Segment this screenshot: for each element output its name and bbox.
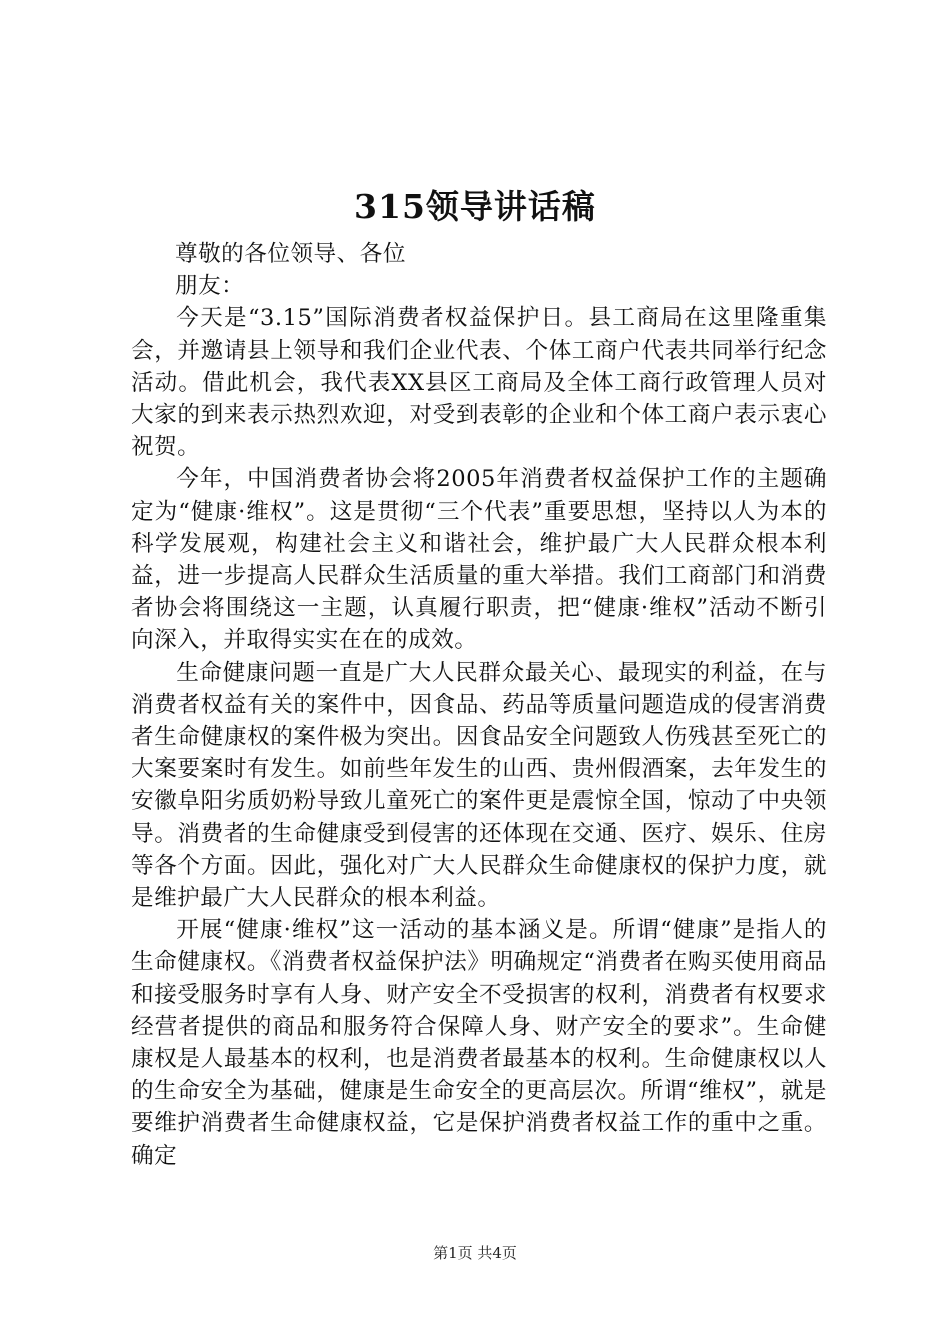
salutation-line-1: 尊敬的各位领导、各位: [175, 241, 406, 267]
document-title: 315领导讲话稿: [354, 187, 596, 226]
paragraph: 生命健康问题一直是广大人民群众最关心、最现实的利益，在与消费者权益有关的案件中，因食品、药品等质量问题造成的侵害消费者生命健康权的案件极为突出。因食品安全问题致人伤残甚至死亡的大案要案时有发生。如前些年发生的山西、贵州假酒案，去年发生的安徽阜阳劣质奶粉导致儿童死亡的案件更是震惊全国，惊动了中央领导。消费者的生命健康受到侵害的还体现在交通、医疗、娱乐、住房等各个方面。因此，强化对广大人民群众生命健康权的保护力度，就是维护最广大人民群众的根本利益。: [131, 659, 827, 912]
salutation-line-2: 朋友：: [175, 273, 245, 300]
page-number-footer: 第1页 共4页: [433, 1244, 517, 1262]
document-body: [131, 238, 827, 1172]
paragraph: 开展“健康·维权”这一活动的基本涵义是。所谓“健康”是指人的生命健康权。《消费者权益保护法》明确规定“消费者在购买使用商品和接受服务时享有人身、财产安全不受损害的权利，消费者有权要求经营者提供的商品和服务符合保障人身、财产安全的要求”。生命健康权是人最基本的权利，也是消费者最基本的权利。生命健康权以人的生命安全为基础，健康是生命安全的更高层次。所谓“维权”，就是要维护消费者生命健康权益，它是保护消费者权益工作的重中之重。确定: [131, 917, 827, 1169]
paragraph: 今天是“3.15”国际消费者权益保护日。县工商局在这里隆重集会，并邀请县上领导和我们企业代表、个体工商户代表共同举行纪念活动。借此机会，我代表XX县区工商局及全体工商行政管理人员对大家的到来表示热烈欢迎，对受到表彰的企业和个体工商户表示衷心祝贺。: [131, 305, 827, 461]
paragraph: 今年，中国消费者协会将2005年消费者权益保护工作的主题确定为“健康·维权”。这是贯彻“三个代表”重要思想，坚持以人为本的科学发展观，构建社会主义和谐社会，维护最广大人民群众根本利益，进一步提高人民群众生活质量的重大举措。我们工商部门和消费者协会将围绕这一主题，认真履行职责，把“健康·维权”活动不断引向深入，并取得实实在在的成效。: [131, 466, 827, 654]
